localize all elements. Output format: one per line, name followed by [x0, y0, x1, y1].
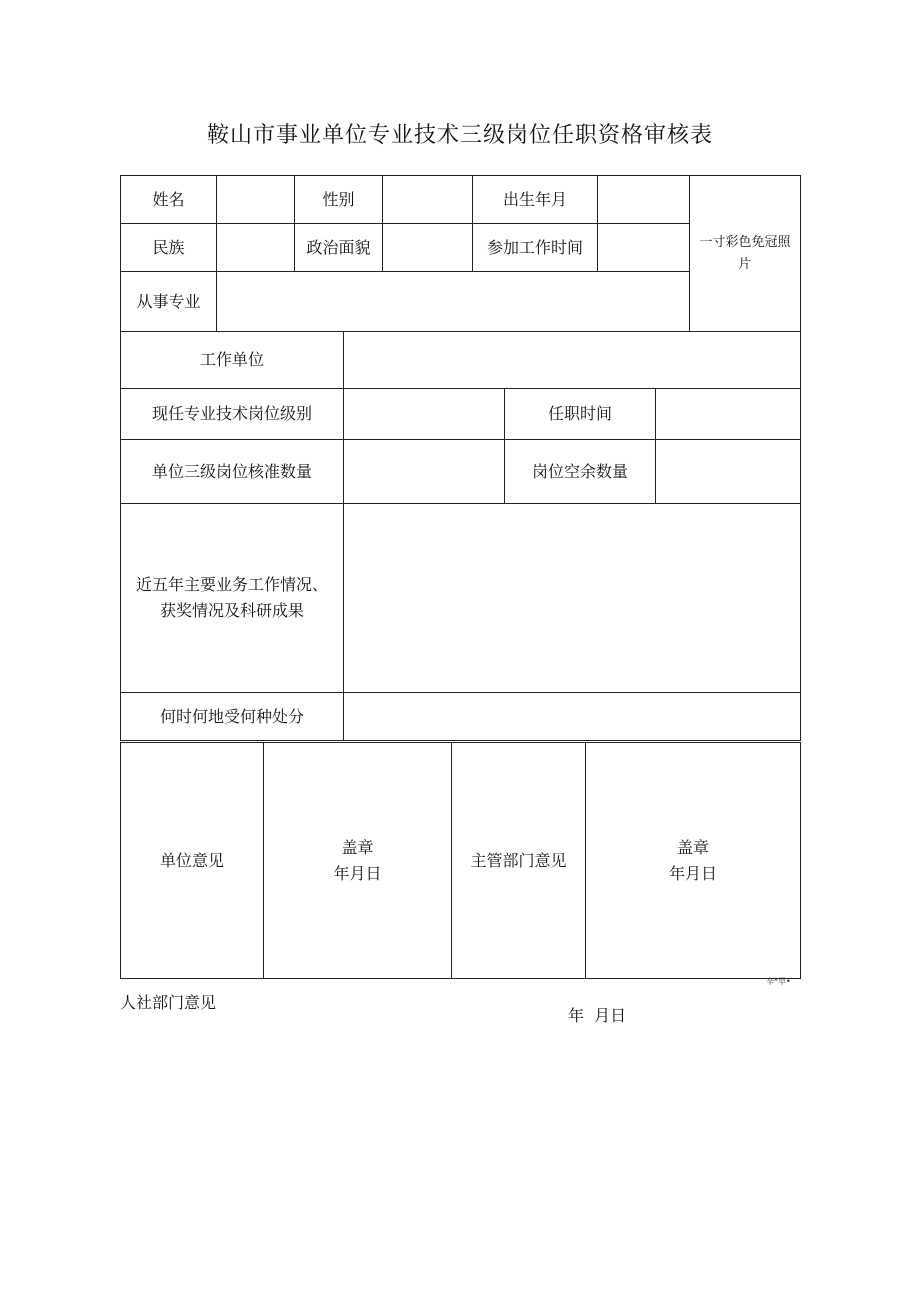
political-status-label: 政治面貌: [295, 224, 383, 272]
dept-opinion-field[interactable]: [586, 743, 801, 979]
current-level-label: 现任专业技术岗位级别: [121, 389, 344, 440]
opinion-table: [120, 742, 801, 979]
approved-quantity-field[interactable]: [344, 440, 505, 504]
hr-date-text: 年 月日: [568, 1006, 627, 1025]
hr-opinion-label: 人社部门意见: [120, 993, 217, 1012]
appointment-time-label: 任职时间: [505, 389, 656, 440]
birth-label: 出生年月: [473, 176, 598, 224]
name-field[interactable]: [217, 176, 295, 224]
work-summary-label: 近五年主要业务工作情况、获奖情况及科研成果: [121, 504, 344, 693]
vacant-quantity-label: 岗位空余数量: [505, 440, 656, 504]
discipline-label: 何时何地受何种处分: [121, 693, 344, 741]
current-level-field[interactable]: [344, 389, 505, 440]
work-start-label: 参加工作时间: [473, 224, 598, 272]
ethnicity-field[interactable]: [217, 224, 295, 272]
dept-seal-text: 盖章: [676, 837, 709, 857]
birth-field[interactable]: [598, 176, 690, 224]
small-mark: 辛*早•: [766, 977, 791, 986]
vacant-quantity-field[interactable]: [656, 440, 801, 504]
dept-date-text: 年月日: [668, 863, 717, 883]
political-status-field[interactable]: [383, 224, 473, 272]
page-title: 鞍山市事业单位专业技术三级岗位任职资格审核表: [206, 123, 713, 148]
work-unit-label: 工作单位: [121, 332, 344, 389]
dept-opinion-label: 主管部门意见: [452, 743, 586, 979]
approved-quantity-label: 单位三级岗位核准数量: [121, 440, 344, 504]
work-start-field[interactable]: [598, 224, 690, 272]
personal-info-table: [120, 175, 801, 332]
work-summary-field[interactable]: [344, 504, 801, 693]
appointment-time-field[interactable]: [656, 389, 801, 440]
unit-date-text: 年月日: [333, 863, 382, 883]
unit-seal-text: 盖章: [341, 837, 374, 857]
unit-opinion-label: 单位意见: [121, 743, 264, 979]
specialty-label: 从事专业: [121, 272, 217, 332]
discipline-field[interactable]: [344, 693, 801, 741]
name-label: 姓名: [121, 176, 217, 224]
ethnicity-label: 民族: [121, 224, 217, 272]
photo-box[interactable]: 一寸彩色免冠照片: [690, 176, 801, 332]
work-unit-field[interactable]: [344, 332, 801, 389]
gender-label: 性别: [295, 176, 383, 224]
gender-field[interactable]: [383, 176, 473, 224]
work-info-table: [120, 331, 801, 741]
unit-opinion-field[interactable]: [264, 743, 452, 979]
specialty-field[interactable]: [217, 272, 690, 332]
